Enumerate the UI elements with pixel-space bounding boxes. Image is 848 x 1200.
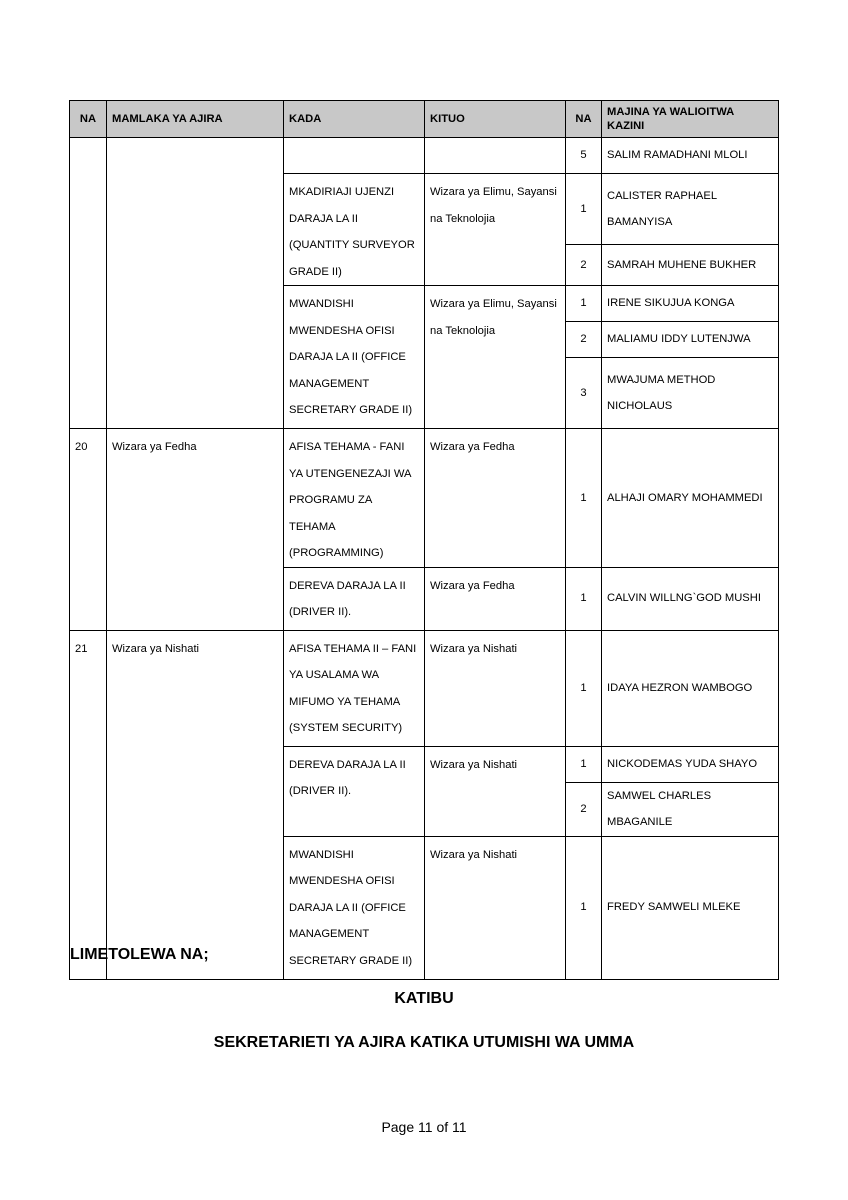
table-header-row: [70, 101, 779, 138]
name-cell: MALIAMU IDDY LUTENJWA: [602, 322, 779, 358]
na2-cell: 1: [566, 746, 602, 782]
mamlaka-cell: [107, 138, 284, 429]
na2-cell: 1: [566, 630, 602, 746]
mamlaka-cell: Wizara ya Fedha: [107, 429, 284, 631]
na2-cell: 1: [566, 567, 602, 630]
na2-cell: 1: [566, 174, 602, 245]
na2-cell: 1: [566, 286, 602, 322]
kada-cell: [284, 138, 425, 174]
name-cell: NICKODEMAS YUDA SHAYO: [602, 746, 779, 782]
na2-cell: 5: [566, 138, 602, 174]
kituo-cell: Wizara ya Elimu, Sayansi na Teknolojia: [425, 286, 566, 429]
kada-cell: MWANDISHI MWENDESHA OFISI DARAJA LA II (OFFICE MANAGEMENT SECRETARY GRADE II): [284, 286, 425, 429]
kada-cell: MKADIRIAJI UJENZI DARAJA LA II (QUANTITY SURVEYOR GRADE II): [284, 174, 425, 286]
table-row: [70, 630, 779, 746]
na2-cell: 2: [566, 782, 602, 836]
na2-cell: 3: [566, 358, 602, 429]
kada-cell: AFISA TEHAMA II – FANI YA USALAMA WA MIFUMO YA TEHAMA (SYSTEM SECURITY): [284, 630, 425, 746]
name-cell: CALISTER RAPHAEL BAMANYISA: [602, 174, 779, 245]
na2-cell: 1: [566, 429, 602, 568]
name-cell: MWAJUMA METHOD NICHOLAUS: [602, 358, 779, 429]
kada-cell: AFISA TEHAMA - FANI YA UTENGENEZAJI WA PROGRAMU ZA TEHAMA (PROGRAMMING): [284, 429, 425, 568]
na-cell: 20: [70, 429, 107, 631]
mamlaka-cell: Wizara ya Nishati: [107, 630, 284, 979]
name-cell: IRENE SIKUJUA KONGA: [602, 286, 779, 322]
kituo-cell: [425, 138, 566, 174]
issued-by-label: LIMETOLEWA NA;: [70, 946, 209, 963]
organization-name: SEKRETARIETI YA AJIRA KATIKA UTUMISHI WA UMMA: [213, 1034, 635, 1051]
name-cell: SAMRAH MUHENE BUKHER: [602, 245, 779, 286]
name-cell: ALHAJI OMARY MOHAMMEDI: [602, 429, 779, 568]
header-kituo: KITUO: [425, 101, 566, 138]
kituo-cell: Wizara ya Fedha: [425, 567, 566, 630]
kituo-cell: Wizara ya Elimu, Sayansi na Teknolojia: [425, 174, 566, 286]
header-kada: KADA: [284, 101, 425, 138]
signatory-title: KATIBU: [394, 990, 454, 1007]
header-na: NA: [70, 101, 107, 138]
name-cell: SAMWEL CHARLES MBAGANILE: [602, 782, 779, 836]
name-cell: FREDY SAMWELI MLEKE: [602, 836, 779, 979]
kada-cell: DEREVA DARAJA LA II (DRIVER II).: [284, 746, 425, 836]
table-row: [70, 429, 779, 568]
name-cell: SALIM RAMADHANI MLOLI: [602, 138, 779, 174]
na2-cell: 2: [566, 245, 602, 286]
na2-cell: 1: [566, 836, 602, 979]
na-cell: 21: [70, 630, 107, 979]
name-cell: CALVIN WILLNG`GOD MUSHI: [602, 567, 779, 630]
page-number: Page 11 of 11: [381, 1119, 467, 1135]
name-cell: IDAYA HEZRON WAMBOGO: [602, 630, 779, 746]
kituo-cell: Wizara ya Nishati: [425, 746, 566, 836]
kada-cell: DEREVA DARAJA LA II (DRIVER II).: [284, 567, 425, 630]
kada-cell: MWANDISHI MWENDESHA OFISI DARAJA LA II (OFFICE MANAGEMENT SECRETARY GRADE II): [284, 836, 425, 979]
header-mamlaka: MAMLAKA YA AJIRA: [107, 101, 284, 138]
kituo-cell: Wizara ya Nishati: [425, 836, 566, 979]
na-cell: [70, 138, 107, 429]
header-na2: NA: [566, 101, 602, 138]
na2-cell: 2: [566, 322, 602, 358]
table-row: [70, 138, 779, 174]
header-majina: MAJINA YA WALIOITWA KAZINI: [602, 101, 779, 138]
kituo-cell: Wizara ya Nishati: [425, 630, 566, 746]
kituo-cell: Wizara ya Fedha: [425, 429, 566, 568]
appointments-table: [69, 100, 779, 980]
